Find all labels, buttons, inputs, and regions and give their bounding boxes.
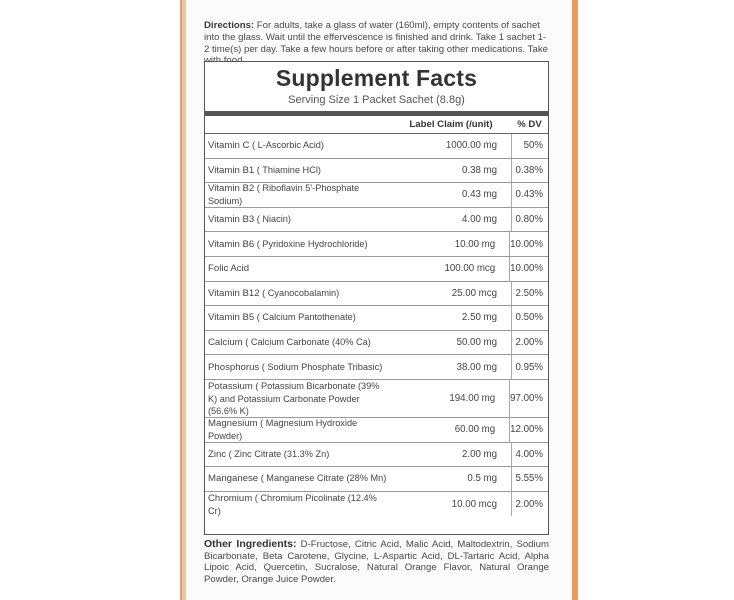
nutrient-row (205, 183, 548, 208)
nutrient-dv: 10.00% (509, 257, 548, 281)
nutrient-name (205, 287, 391, 300)
directions-label: Directions: (204, 20, 255, 31)
nutrient-dv: 97.00% (509, 380, 548, 417)
nutrient-main: Vitamin B6 (208, 238, 255, 250)
nutrient-dv: 2.00% (511, 331, 548, 355)
serving-size: Serving Size 1 Packet Sachet (8.8g) (288, 94, 465, 106)
nutrient-name (205, 336, 391, 349)
label-claim-header: Label Claim (/unit) (409, 119, 493, 130)
nutrient-claim: 1000.00 mg (445, 140, 497, 152)
nutrient-main: Vitamin B2 (208, 183, 255, 195)
nutrient-row (205, 232, 548, 257)
nutrient-name (205, 492, 391, 517)
nutrient-dv: 12.00% (509, 418, 548, 442)
nutrient-claim: 100.00 mcg (444, 263, 496, 275)
nutrient-source: ( L-Ascorbic Acid) (249, 140, 324, 151)
nutrient-row (205, 134, 548, 159)
nutrient-source: ( Manganese Citrate (28% Mn) (258, 473, 387, 484)
nutrient-source: ( Pyridoxine Hydrochloride) (254, 238, 368, 249)
nutrient-main: Zinc (208, 448, 227, 460)
nutrient-source: ( Sodium Phosphate Tribasic) (259, 361, 383, 372)
nutrient-dv: 2.00% (511, 492, 548, 517)
nutrient-dv: 50% (511, 134, 548, 158)
nutrient-name (205, 182, 391, 207)
nutrient-source: ( Zinc Citrate (31.3% Zn) (226, 448, 330, 459)
dv-header: % DV (517, 119, 542, 130)
nutrient-claim: 194.00 mg (449, 392, 496, 404)
nutrient-claim: 50.00 mg (456, 337, 497, 349)
nutrient-claim: 2.00 mg (461, 448, 497, 460)
nutrient-source: ( Calcium Pantothenate) (254, 312, 356, 323)
nutrient-claim: 38.00 mg (456, 361, 497, 373)
nutrient-main: Vitamin B1 (208, 164, 255, 176)
nutrient-claim: 2.50 mg (461, 312, 497, 324)
nutrient-source: ( Magnesium Hydroxide Powder) (208, 418, 358, 442)
nutrient-claim: 60.00 mg (454, 424, 496, 436)
nutrient-name (205, 139, 391, 152)
other-ingredients (204, 539, 549, 585)
nutrient-dv: 0.38% (511, 159, 548, 183)
nutrient-source: ( Potassium Bicarbonate (39% K) and Potassium Carbonate Powder (56.6% K) (208, 380, 380, 416)
nutrient-name (205, 361, 391, 374)
nutrient-name (205, 472, 391, 485)
nutrient-row (205, 208, 548, 233)
nutrient-main: Vitamin B3 (208, 214, 255, 226)
nutrient-main: Potassium (208, 380, 253, 392)
nutrient-claim: 10.00 mg (454, 238, 496, 250)
directions-body: For adults, take a glass of water (160ml), empty contents of sachet into the glass. Wait until the effervescence is finished and drink. Take 1 sachet 1-2 time(s) per day. Take a few hours before or after taking other medications. Take (204, 20, 548, 55)
nutrient-claim: 0.5 mg (467, 473, 497, 485)
nutrient-row (205, 492, 548, 517)
nutrient-dv: 0.50% (511, 306, 548, 330)
other-ingredients-label: Other Ingredients: (204, 538, 297, 550)
nutrient-claim: 4.00 mg (461, 214, 497, 226)
nutrient-main: Vitamin B5 (208, 312, 255, 324)
nutrient-dv: 2.50% (511, 282, 548, 306)
nutrient-row (205, 418, 548, 443)
nutrient-row (205, 355, 548, 380)
nutrient-source: ( Cyanocobalamin) (259, 287, 340, 298)
nutrient-claim: 0.38 mg (461, 164, 497, 176)
nutrient-dv: 0.43% (511, 183, 548, 207)
nutrient-main: Vitamin B12 (208, 287, 260, 299)
nutrient-name (205, 164, 391, 177)
nutrient-name (205, 448, 391, 461)
nutrient-main: Chromium (208, 492, 253, 504)
nutrient-source: ( Niacin) (254, 214, 291, 225)
nutrient-dv: 4.00% (511, 443, 548, 467)
nutrient-main: Manganese (208, 473, 259, 485)
facts-rows (205, 134, 548, 516)
nutrient-claim: 25.00 mcg (451, 287, 497, 299)
nutrient-main: Vitamin C (208, 140, 250, 152)
nutrient-name (205, 213, 391, 226)
nutrient-claim: 0.43 mg (461, 189, 497, 201)
nutrient-main: Folic Acid (208, 263, 250, 275)
nutrient-row (205, 380, 548, 418)
nutrient-row (205, 331, 548, 356)
nutrient-source: ( Riboflavin 5'-Phosphate Sodium) (208, 183, 360, 207)
nutrient-main: Magnesium (208, 418, 258, 430)
nutrient-dv: 0.95% (511, 355, 548, 379)
nutrient-dv: 0.80% (511, 208, 548, 232)
nutrient-main: Calcium (208, 337, 243, 349)
nutrient-name (205, 262, 390, 275)
nutrient-row (205, 443, 548, 468)
nutrient-row (205, 306, 548, 331)
nutrient-dv: 5.55% (511, 467, 548, 491)
facts-title: Supplement Facts (275, 65, 478, 91)
other-ingredients-text: D-Fructose, Citric Acid, Malic Acid, Maltodextrin, Sodium Bicarbonate, Beta Carotene, Glycine, L-Aspartic Acid, DL-Tartaric Acid, Alpha Lipoic Acid, Quercetin, Sucralose, Natural Orange Flavor, Natural Orange Powder, Orange Juice Powder. (204, 539, 549, 585)
supplement-facts-panel (204, 61, 549, 535)
nutrient-source: ( Calcium Carbonate (40% Ca) (242, 337, 371, 348)
nutrient-source: ( Thiamine HCl) (254, 164, 321, 175)
nutrient-row (205, 159, 548, 184)
product-box-panel (180, 0, 578, 600)
nutrient-main: Phosphorus (208, 361, 260, 373)
nutrient-dv: 10.00% (509, 232, 548, 256)
nutrient-name (205, 417, 390, 442)
nutrient-name (205, 380, 390, 417)
nutrient-name (205, 238, 390, 251)
nutrient-name (205, 311, 391, 324)
nutrient-row (205, 257, 548, 282)
nutrient-row (205, 282, 548, 307)
nutrient-row (205, 467, 548, 492)
nutrient-source: ( Chromium Picolinate (12.4% Cr) (208, 492, 377, 516)
facts-header-row (205, 116, 548, 134)
nutrient-claim: 10.00 mcg (451, 498, 497, 510)
